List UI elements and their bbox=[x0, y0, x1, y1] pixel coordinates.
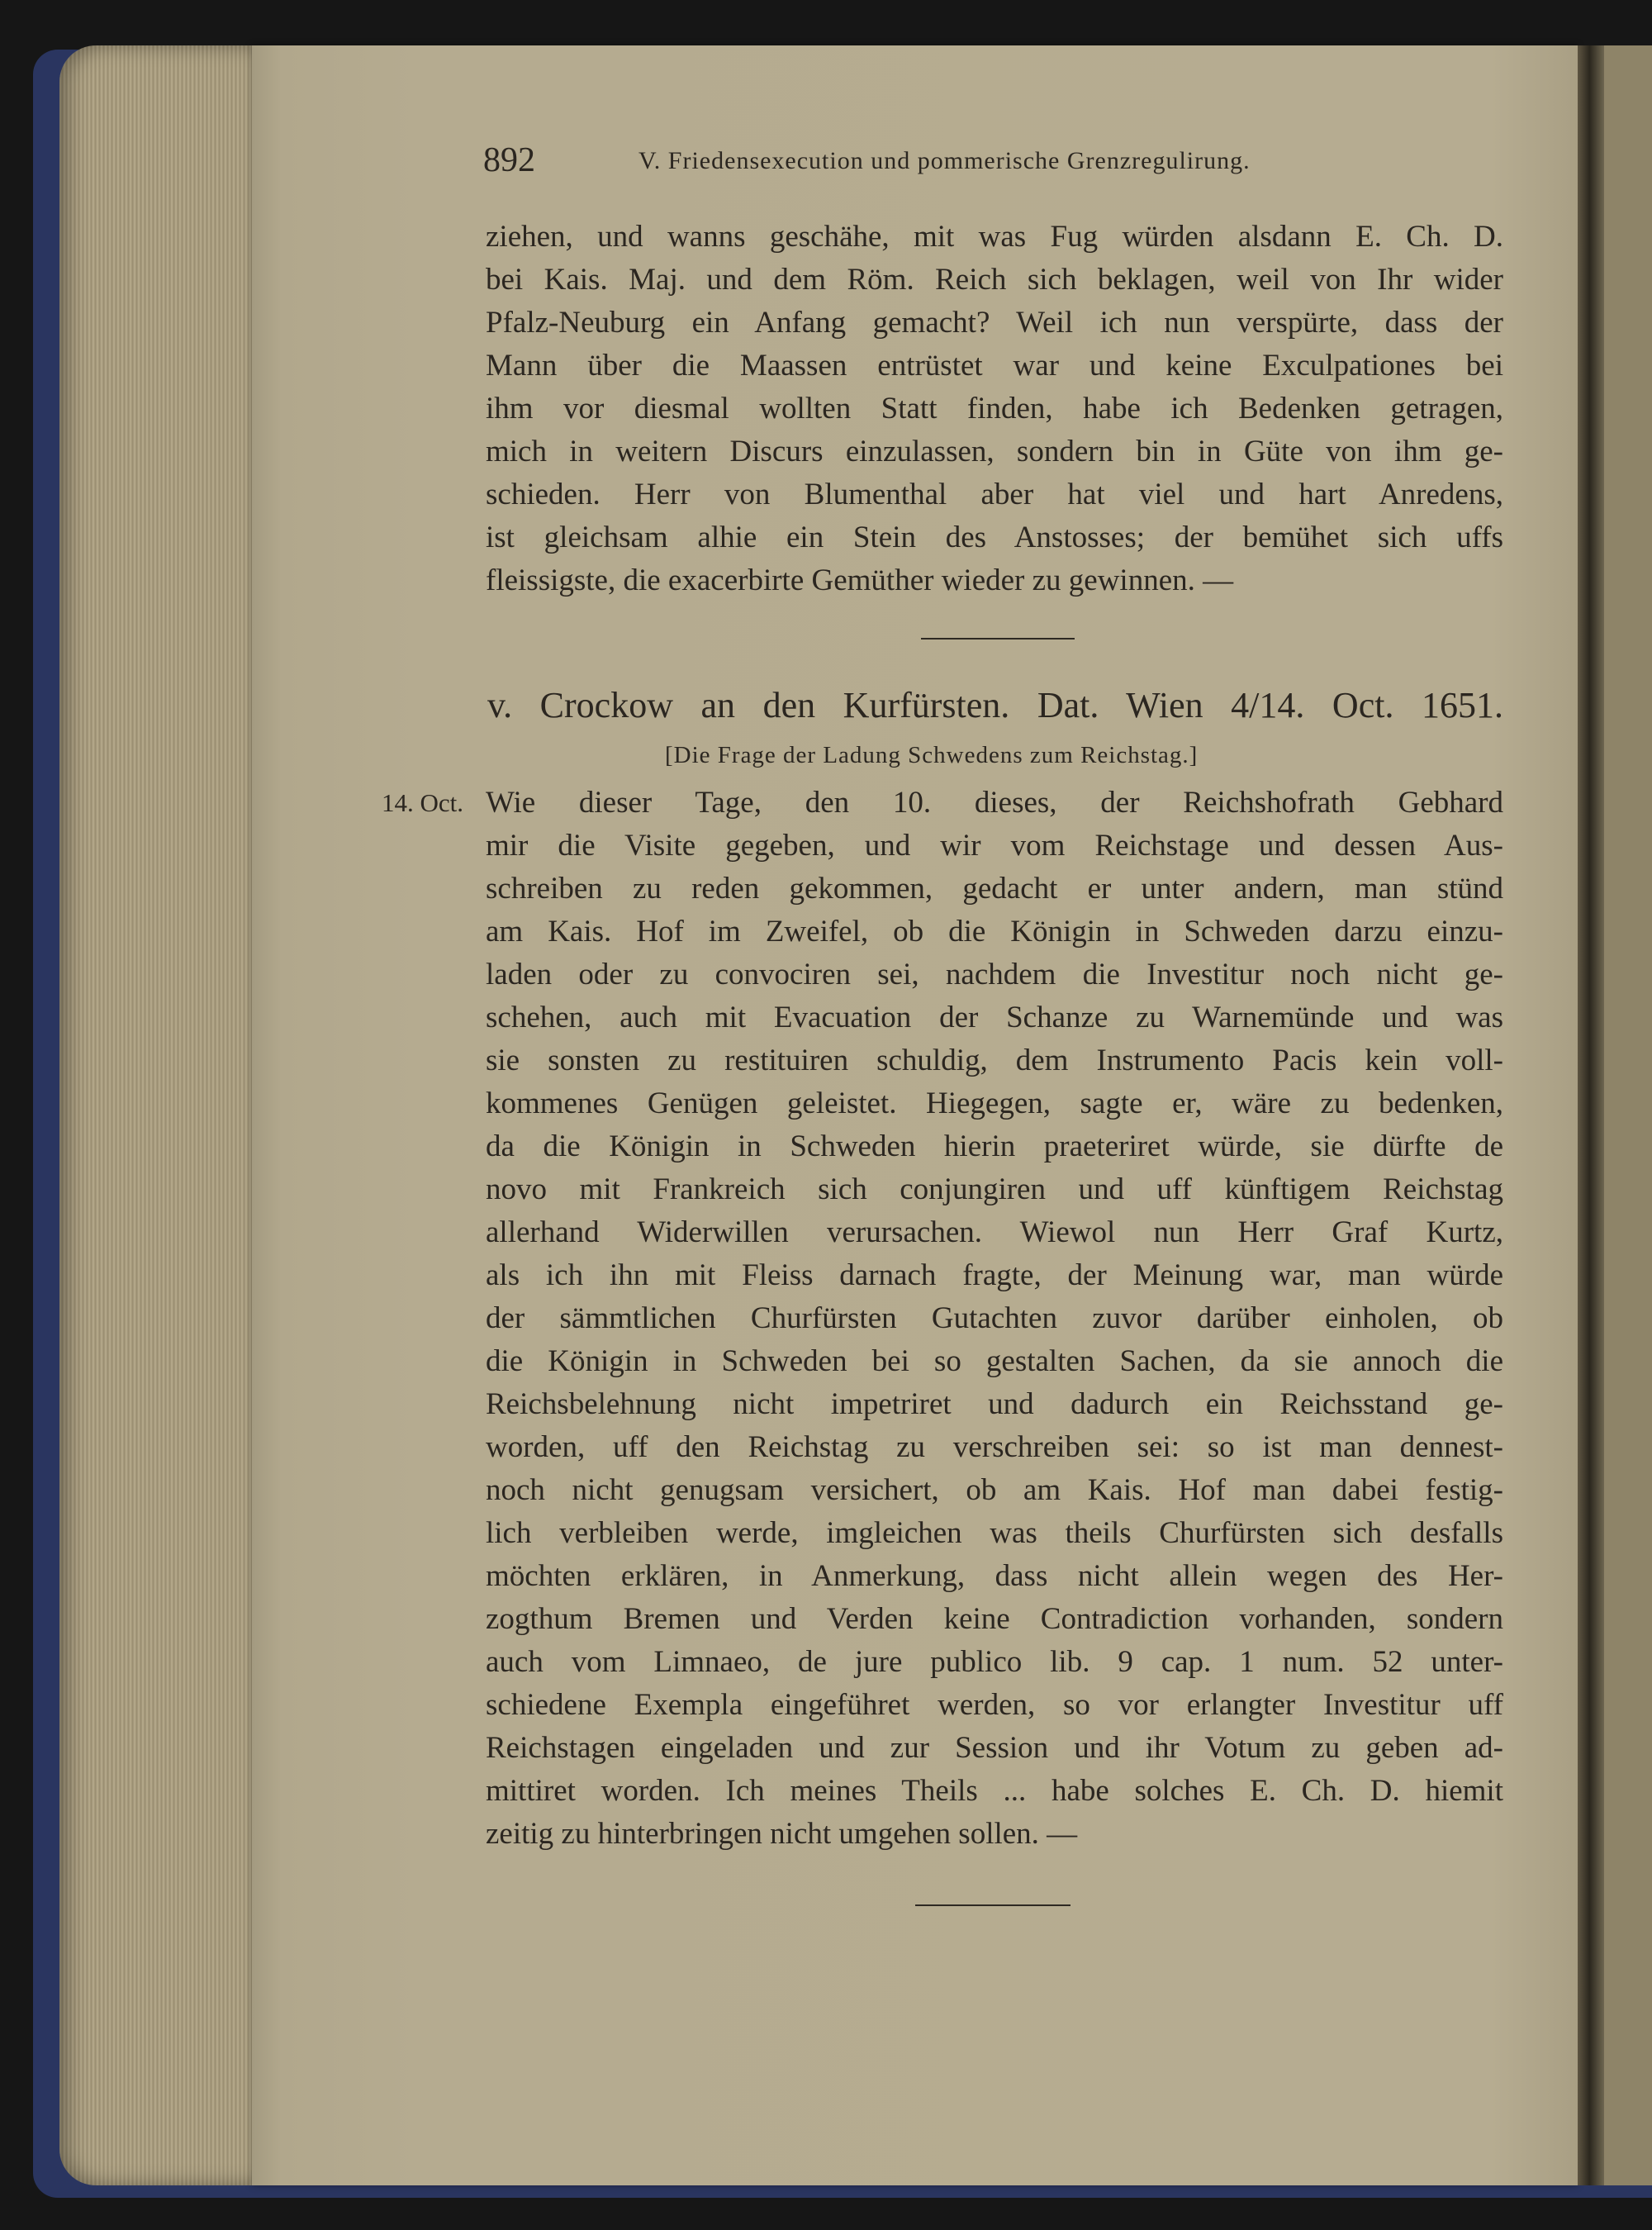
text-line: Reichsbelehnung nicht impetriret und dadurch ein Reichsstand ge- bbox=[486, 1387, 1503, 1421]
text-line: worden, uff den Reichstag zu verschreiben sei: so ist man dennest- bbox=[486, 1430, 1503, 1464]
text-line: als ich ihn mit Fleiss darnach fragte, der Meinung war, man würde bbox=[486, 1258, 1503, 1292]
text-line: lich verbleiben werde, imgleichen was theils Churfürsten sich desfalls bbox=[486, 1516, 1503, 1550]
text-line: kommenes Genügen geleistet. Hiegegen, sagte er, wäre zu bedenken, bbox=[486, 1086, 1503, 1120]
section-divider bbox=[921, 638, 1075, 640]
page-header bbox=[483, 140, 1371, 182]
text-line: ihm vor diesmal wollten Statt finden, habe ich Bedenken getragen, bbox=[486, 392, 1503, 426]
text-line: am Kais. Hof im Zweifel, ob die Königin in Schweden darzu einzu- bbox=[486, 915, 1503, 949]
text-line: Pfalz-Neuburg ein Anfang gemacht? Weil ich nun verspürte, dass der bbox=[486, 306, 1503, 340]
facing-page-edge bbox=[1604, 45, 1652, 2185]
text-line: novo mit Frankreich sich conjungiren und uff künftigem Reichstag bbox=[486, 1172, 1503, 1206]
text-line: der sämmtlichen Churfürsten Gutachten zuvor darüber einholen, ob bbox=[486, 1301, 1503, 1335]
text-line: noch nicht genugsam versichert, ob am Kais. Hof man dabei festig- bbox=[486, 1473, 1503, 1507]
text-line: sie sonsten zu restituiren schuldig, dem Instrumento Pacis kein voll- bbox=[486, 1044, 1503, 1077]
page-number: 892 bbox=[483, 141, 535, 179]
end-divider bbox=[915, 1904, 1070, 1906]
text-line: ziehen, und wanns geschähe, mit was Fug würden alsdann E. Ch. D. bbox=[486, 220, 1503, 254]
margin-date: 14. Oct. bbox=[382, 788, 464, 817]
text-line: die Königin in Schweden bei so gestalten Sachen, da sie annoch die bbox=[486, 1344, 1503, 1378]
text-line: auch vom Limnaeo, de jure publico lib. 9 cap. 1 num. 52 unter- bbox=[486, 1645, 1503, 1679]
text-line: Wie dieser Tage, den 10. dieses, der Reichshofrath Gebhard bbox=[486, 786, 1503, 820]
text-line: Reichstagen eingeladen und zur Session und ihr Votum zu geben ad- bbox=[486, 1731, 1503, 1765]
text-line: schiedene Exempla eingeführet werden, so vor erlangter Investitur uff bbox=[486, 1688, 1503, 1722]
text-line: möchten erklären, in Anmerkung, dass nicht allein wegen des Her- bbox=[486, 1559, 1503, 1593]
text-line: da die Königin in Schweden hierin praeteriret würde, sie dürfte de bbox=[486, 1129, 1503, 1163]
text-line: ist gleichsam alhie ein Stein des Anstosses; der bemühet sich uffs bbox=[486, 521, 1503, 554]
text-line: zeitig zu hinterbringen nicht umgehen sollen. — bbox=[486, 1817, 1078, 1851]
text-line: allerhand Widerwillen verursachen. Wiewol nun Herr Graf Kurtz, bbox=[486, 1215, 1503, 1249]
text-line: schreiben zu reden gekommen, gedacht er unter andern, man stünd bbox=[486, 872, 1503, 906]
letter-subtitle: [Die Frage der Ladung Schwedens zum Reichstag.] bbox=[665, 742, 1199, 768]
text-line: schieden. Herr von Blumenthal aber hat viel und hart Anredens, bbox=[486, 478, 1503, 511]
text-line: mich in weitern Discurs einzulassen, sondern bin in Güte von ihm ge- bbox=[486, 435, 1503, 468]
text-line: schehen, auch mit Evacuation der Schanze zu Warnemünde und was bbox=[486, 1001, 1503, 1034]
text-line: Mann über die Maassen entrüstet war und keine Exculpationes bei bbox=[486, 349, 1503, 383]
text-line: mir die Visite gegeben, und wir vom Reichstage und dessen Aus- bbox=[486, 829, 1503, 863]
text-line: fleissigste, die exacerbirte Gemüther wieder zu gewinnen. — bbox=[486, 563, 1234, 597]
letter-title: v. Crockow an den Kurfürsten. Dat. Wien 4/14. Oct. 1651. bbox=[487, 685, 1503, 725]
text-line: laden oder zu convociren sei, nachdem die Investitur noch nicht ge- bbox=[486, 958, 1503, 991]
book-gutter bbox=[1578, 45, 1604, 2185]
text-line: mittiret worden. Ich meines Theils ... habe solches E. Ch. D. hiemit bbox=[486, 1774, 1503, 1808]
text-line: bei Kais. Maj. und dem Röm. Reich sich beklagen, weil von Ihr wider bbox=[486, 263, 1503, 297]
running-head: V. Friedensexecution und pommerische Grenzregulirung. bbox=[638, 147, 1251, 174]
text-line: zogthum Bremen und Verden keine Contradiction vorhanden, sondern bbox=[486, 1602, 1503, 1636]
